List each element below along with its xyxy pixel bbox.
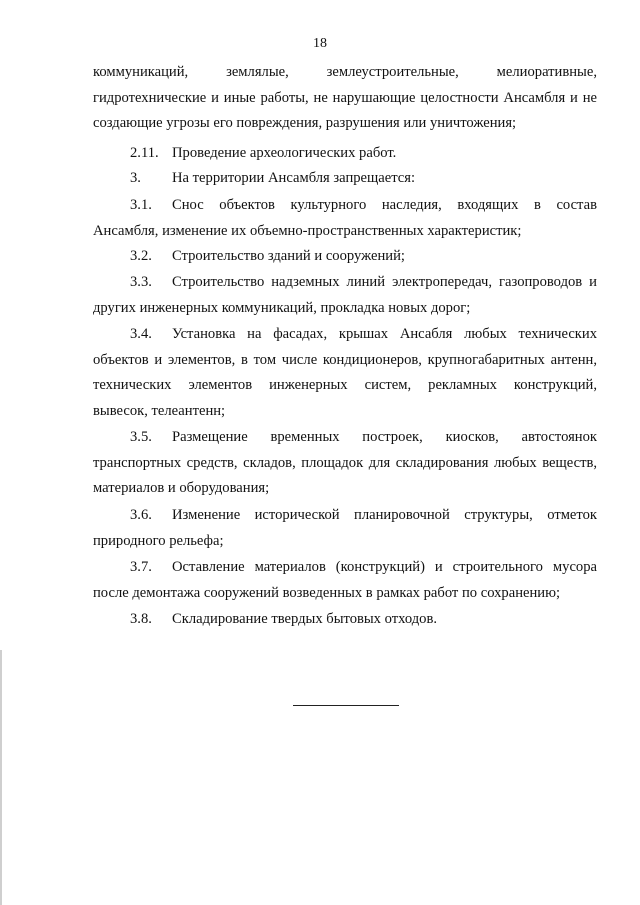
- item-3-3-line-1: [93, 270, 597, 296]
- item-3-5-number: 3.5.: [130, 429, 152, 445]
- item-3-5-line-1: [93, 425, 597, 451]
- end-separator-line: [293, 705, 399, 706]
- intro-line-2: гидротехнические и иные работы, не нарушающие целостности Ансамбля и не: [93, 89, 597, 106]
- item-3-2-line: [93, 244, 597, 270]
- item-3-1-number: 3.1.: [130, 197, 152, 213]
- item-2-11-number: 2.11.: [130, 145, 159, 161]
- item-3-4-text-1: Установка на фасадах, крышах Ансабля любых технических: [172, 326, 597, 342]
- item-3-3-text-1: Строительство надземных линий электропередач, газопроводов и: [172, 274, 597, 290]
- item-3-4-line-2: объектов и элементов, в том числе кондиционеров, крупногабаритных антенн,: [93, 351, 597, 368]
- item-2-11-line: [93, 141, 597, 167]
- item-3-4: [93, 322, 597, 425]
- item-3-7-number: 3.7.: [130, 559, 152, 575]
- item-3-3-line-2: других инженерных коммуникаций, прокладка новых дорог;: [93, 299, 471, 316]
- item-3-7-line-2: после демонтажа сооружений возведенных в рамках работ по сохранению;: [93, 584, 561, 601]
- item-3-5-text-1: Размещение временных построек, киосков, автостоянок: [172, 429, 597, 445]
- item-3-number: 3.: [130, 170, 141, 186]
- item-3-1: [93, 193, 597, 244]
- item-3-5-line-2: транспортных средств, складов, площадок для складирования любых веществ,: [93, 454, 597, 471]
- item-3-6-line-1: [93, 503, 597, 529]
- item-3-4-line-1: [93, 322, 597, 348]
- scan-edge-mark: [0, 650, 2, 905]
- item-3-8: [93, 607, 597, 633]
- item-3-4-line-4: вывесок, телеантенн;: [93, 403, 226, 420]
- item-2-11: [93, 141, 597, 167]
- item-3-7-line-1: [93, 555, 597, 581]
- page-number: 18: [313, 36, 327, 51]
- item-3-2: [93, 244, 597, 270]
- item-3-1-line-2: Ансамбля, изменение их объемно-пространственных характеристик;: [93, 222, 522, 239]
- intro-paragraph: [93, 60, 597, 137]
- item-3-2-text: Строительство зданий и сооружений;: [172, 248, 405, 264]
- item-3-5-line-3: материалов и оборудования;: [93, 480, 270, 497]
- item-3-6-text-1: Изменение исторической планировочной структуры, отметок: [172, 507, 597, 523]
- intro-line-3: создающие угрозы его повреждения, разрушения или уничтожения;: [93, 115, 517, 132]
- item-3-7-text-1: Оставление материалов (конструкций) и строительного мусора: [172, 559, 597, 575]
- item-3-2-number: 3.2.: [130, 248, 152, 264]
- item-3-4-number: 3.4.: [130, 326, 152, 342]
- item-3-line: [93, 166, 597, 192]
- item-3-1-line-1: [93, 193, 597, 219]
- item-3-3-number: 3.3.: [130, 274, 152, 290]
- item-3: [93, 166, 597, 192]
- item-3-4-line-3: технических элементов инженерных систем, рекламных конструкций,: [93, 377, 597, 394]
- item-3-6: [93, 503, 597, 554]
- item-3-1-text-1: Снос объектов культурного наследия, входящих в состав: [172, 197, 597, 213]
- item-3-6-line-2: природного рельефа;: [93, 532, 224, 549]
- item-3-6-number: 3.6.: [130, 507, 152, 523]
- item-3-3: [93, 270, 597, 321]
- item-3-8-line: [93, 607, 597, 633]
- item-3-8-number: 3.8.: [130, 611, 152, 627]
- item-3-text: На территории Ансамбля запрещается:: [172, 170, 416, 186]
- item-3-5: [93, 425, 597, 502]
- item-3-7: [93, 555, 597, 606]
- item-3-8-text: Складирование твердых бытовых отходов.: [172, 611, 437, 627]
- item-2-11-text: Проведение археологических работ.: [172, 145, 397, 161]
- intro-line-1: коммуникаций, землялые, землеустроительные, мелиоративные,: [93, 64, 597, 80]
